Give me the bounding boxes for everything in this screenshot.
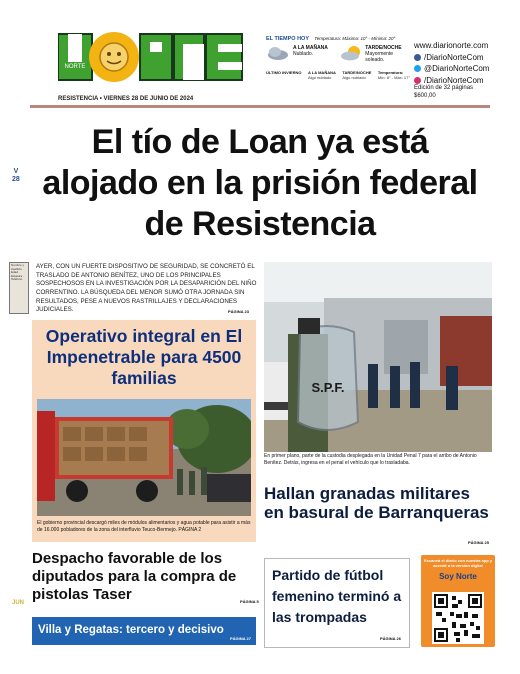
twitter-icon — [414, 65, 421, 72]
lead-page-ref: PÁGINA 23 — [228, 309, 249, 314]
contact-block — [414, 40, 518, 86]
facebook-icon — [414, 54, 421, 61]
sun-cloud-icon — [340, 45, 362, 61]
morning-label: A LA MAÑANA — [293, 44, 328, 51]
instagram-link[interactable]: /DiarioNorteCom — [414, 75, 518, 87]
qr-ad-text: Escaneá el diario con nuestra app y accedé a la versión digital — [423, 558, 493, 568]
granadas-headline[interactable]: Hallan granadas militares en basural de Barranqueras — [264, 484, 489, 522]
futbol-headline[interactable]: Partido de fútbol femenino terminó a las trompadas — [272, 567, 402, 625]
forecast-item: ÚLTIMO INVIERNO — [266, 69, 302, 75]
evening-label: TARDE/NOCHE — [365, 44, 402, 51]
truck-photo — [37, 399, 251, 516]
edition-pages: Edición de 32 páginas — [414, 85, 474, 91]
twitter-link[interactable]: @DiarioNorteCom — [414, 63, 518, 75]
weather-temps: Temperatura: Máxima: 10° - Mínima: 20° — [314, 36, 396, 41]
operativo-headline[interactable]: Operativo integral en El Impenetrable para 4500 familias — [45, 326, 243, 388]
weather-box — [266, 36, 410, 102]
despacho-page-ref: PÁGINA 5 — [240, 599, 259, 604]
facebook-link[interactable]: /DiarioNorteCom — [414, 52, 518, 64]
villa-page-ref: PÁGINA 27 — [230, 636, 251, 641]
svg-text:NORTE: NORTE — [64, 64, 86, 70]
edition-price: $600,00 — [414, 92, 436, 99]
forecast-item: TARDE/NOCHE Algo nublado — [342, 69, 372, 80]
forecast-item: A LA MAÑANA Algo nublado — [307, 69, 336, 80]
missing-poster-thumbnail: Nombre y Apellido · Edad · Estatura · Teléfono — [9, 262, 29, 314]
evening-desc: Mayormente soleado. — [365, 51, 394, 64]
edition-info — [414, 85, 473, 100]
villa-headline: Villa y Regatas: tercero y decisivo — [38, 624, 224, 636]
despacho-headline[interactable]: Despacho favorable de los diputados para la compra de pistolas Taser — [32, 550, 237, 603]
side-month: JUN — [12, 600, 25, 606]
photo-caption: En primer plano, parte de la custodia desplegada en la Unidad Penal 7 para el arribo de Antonio Benítez. Detrás, ingresa en el penal el vehículo que lo trasladaba. — [264, 453, 477, 466]
weather-title: EL TIEMPO HOY — [266, 36, 309, 42]
sun-logo-icon — [89, 32, 139, 82]
granadas-page-ref: PÁGINA 25 — [468, 540, 489, 545]
brand-logo[interactable] — [58, 28, 244, 84]
main-headline[interactable]: El tío de Loan ya está alojado en la prisión federal de Resistencia — [42, 123, 478, 243]
qr-ad-brand: Soy Norte — [439, 572, 477, 581]
forecast-item: Temperatura: Mín: 8° - Máx: 17° — [377, 69, 410, 80]
lead-paragraph: AYER, CON UN FUERTE DISPOSITIVO DE SEGURIDAD, SE CONCRETÓ EL TRASLADO DE ANTONIO BENÍTEZ, UNO DE LOS PRINCIPALES SOSPECHOSOS EN LA INVESTIGACIÓN POR LA DESAPARICIÓN DEL NIÑO CORRENTINO. LA BÚSQUEDA DEL MENOR SUMÓ OTRA JORNADA SIN RESULTADOS, PESE A NUEVOS RASTRILLAJES Y DECLARACIONES JUDICIALES. — [36, 263, 257, 314]
instagram-icon — [414, 77, 421, 84]
qr-code-icon[interactable] — [432, 592, 484, 644]
cloud-icon — [266, 45, 290, 61]
website-link[interactable]: www.diarionorte.com — [414, 41, 489, 50]
operativo-caption: El gobierno provincial descargó miles de módulos alimentarios y agua potable para asistir a más de 16.000 pobladores de la zona del interfluvio Teuco-Bermejo. PÁGINA 2 — [37, 520, 251, 533]
side-date: V 28 — [12, 168, 20, 183]
masthead-rule — [30, 105, 490, 108]
vest-label: S.P.F. — [311, 380, 345, 395]
morning-desc: Nublado. — [293, 51, 314, 58]
villa-banner[interactable] — [32, 617, 256, 645]
futbol-page-ref: PÁGINA 26 — [380, 636, 401, 641]
dateline: RESISTENCIA • VIERNES 28 DE JUNIO DE 2024 — [58, 96, 194, 102]
prison-guard-photo — [264, 262, 492, 452]
